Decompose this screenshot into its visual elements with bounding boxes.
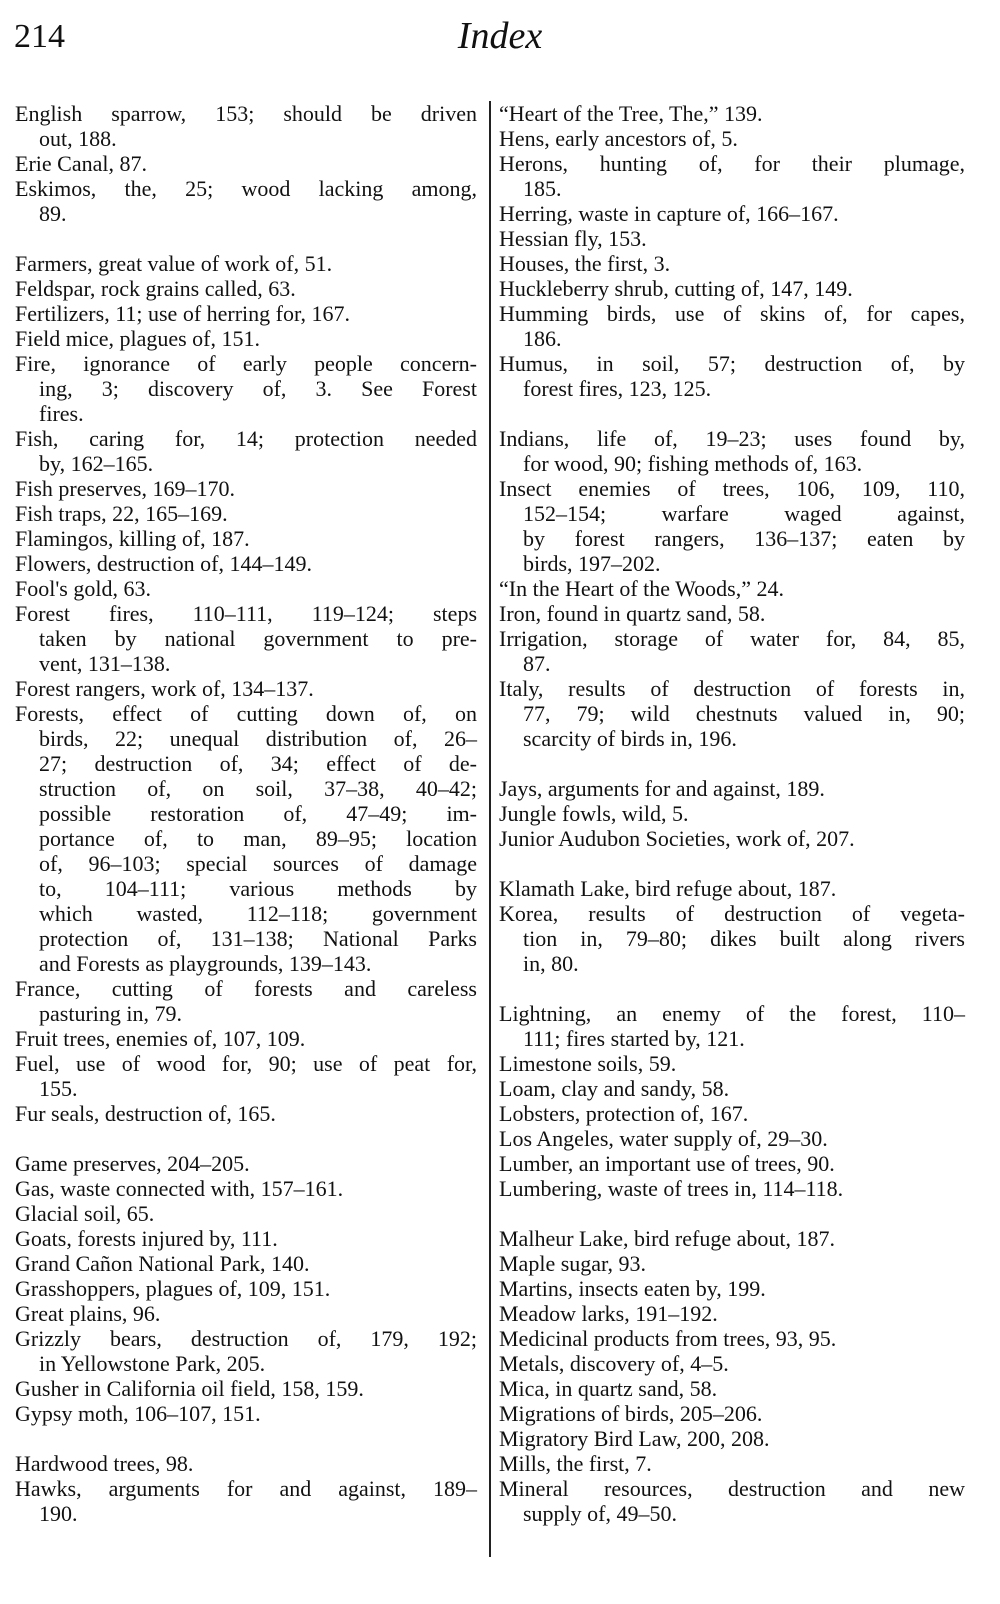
index-entry bbox=[15, 1451, 477, 1476]
entry-continuation-line: which wasted, 112–118; government bbox=[39, 901, 477, 926]
index-entry bbox=[499, 351, 965, 401]
entry-heading-line: Herons, hunting of, for their plumage, bbox=[499, 151, 965, 176]
entry-heading-line: Hessian fly, 153. bbox=[499, 226, 647, 251]
entry-continuation-line: pasturing in, 79. bbox=[39, 1001, 182, 1026]
letter-group bbox=[499, 1001, 965, 1201]
entry-heading-line: Goats, forests injured by, 111. bbox=[15, 1226, 278, 1251]
letter-group-gap bbox=[499, 851, 965, 876]
entry-heading-line: Herring, waste in capture of, 166–167. bbox=[499, 201, 839, 226]
index-entry bbox=[499, 1451, 965, 1476]
index-entry bbox=[15, 1226, 477, 1251]
entry-heading-line: Grizzly bears, destruction of, 179, 192; bbox=[15, 1326, 477, 1351]
index-entry bbox=[15, 176, 477, 226]
entry-heading-line: Grand Cañon National Park, 140. bbox=[15, 1251, 310, 1276]
entry-continuation-line: forest fires, 123, 125. bbox=[523, 376, 712, 401]
entry-heading-line: Irrigation, storage of water for, 84, 85, bbox=[499, 626, 965, 651]
index-entry bbox=[15, 151, 477, 176]
entry-continuation-line: 111; fires started by, 121. bbox=[523, 1026, 745, 1051]
entry-heading-line: Lumbering, waste of trees in, 114–118. bbox=[499, 1176, 844, 1201]
entry-heading-line: Migrations of birds, 205–206. bbox=[499, 1401, 763, 1426]
index-entry bbox=[499, 1051, 965, 1076]
entry-continuation-line: supply of, 49–50. bbox=[523, 1501, 677, 1526]
entry-heading-line: Malheur Lake, bird refuge about, 187. bbox=[499, 1226, 835, 1251]
index-entry bbox=[15, 676, 477, 701]
index-entry bbox=[15, 976, 477, 1026]
index-entry bbox=[499, 476, 965, 576]
letter-group-gap bbox=[499, 976, 965, 1001]
index-entry bbox=[15, 576, 477, 601]
entry-continuation-line: protection of, 131–138; National Parks bbox=[39, 926, 477, 951]
index-entry bbox=[499, 1126, 965, 1151]
index-entry bbox=[499, 901, 965, 976]
entry-continuation-line: and Forests as playgrounds, 139–143. bbox=[39, 951, 372, 976]
index-entry bbox=[15, 1151, 477, 1176]
entry-heading-line: Fire, ignorance of early people concern- bbox=[15, 351, 477, 376]
index-entry bbox=[499, 1426, 965, 1451]
entry-heading-line: Flamingos, killing of, 187. bbox=[15, 526, 250, 551]
entry-heading-line: Martins, insects eaten by, 199. bbox=[499, 1276, 766, 1301]
entry-continuation-line: to, 104–111; various methods by bbox=[39, 876, 477, 901]
letter-group bbox=[15, 1451, 477, 1526]
entry-heading-line: Hardwood trees, 98. bbox=[15, 1451, 194, 1476]
entry-heading-line: Fruit trees, enemies of, 107, 109. bbox=[15, 1026, 306, 1051]
index-entry bbox=[499, 676, 965, 751]
entry-continuation-line: 155. bbox=[39, 1076, 78, 1101]
entry-heading-line: Gypsy moth, 106–107, 151. bbox=[15, 1401, 261, 1426]
index-entry bbox=[499, 1476, 965, 1526]
index-entry bbox=[15, 426, 477, 476]
index-entry bbox=[499, 1351, 965, 1376]
index-entry bbox=[15, 1201, 477, 1226]
entry-heading-line: Loam, clay and sandy, 58. bbox=[499, 1076, 730, 1101]
entry-continuation-line: 185. bbox=[523, 176, 562, 201]
letter-group-gap bbox=[499, 751, 965, 776]
index-entry bbox=[499, 1101, 965, 1126]
index-entry bbox=[499, 1401, 965, 1426]
entry-heading-line: Fool's gold, 63. bbox=[15, 576, 151, 601]
entry-heading-line: Gas, waste connected with, 157–161. bbox=[15, 1176, 344, 1201]
entry-heading-line: Erie Canal, 87. bbox=[15, 151, 147, 176]
entry-continuation-line: out, 188. bbox=[39, 126, 117, 151]
index-entry bbox=[15, 1251, 477, 1276]
entry-heading-line: Feldspar, rock grains called, 63. bbox=[15, 276, 296, 301]
entry-heading-line: Hawks, arguments for and against, 189– bbox=[15, 1476, 477, 1501]
entry-heading-line: France, cutting of forests and careless bbox=[15, 976, 477, 1001]
letter-group bbox=[499, 776, 965, 851]
index-entry bbox=[15, 1051, 477, 1101]
entry-heading-line: Insect enemies of trees, 106, 109, 110, bbox=[499, 476, 965, 501]
index-entry bbox=[499, 151, 965, 201]
index-entry bbox=[15, 1301, 477, 1326]
entry-continuation-line: 89. bbox=[39, 201, 67, 226]
letter-group bbox=[499, 426, 965, 751]
entry-continuation-line: birds, 197–202. bbox=[523, 551, 661, 576]
letter-group bbox=[499, 876, 965, 976]
entry-heading-line: Fur seals, destruction of, 165. bbox=[15, 1101, 276, 1126]
index-entry bbox=[499, 226, 965, 251]
entry-continuation-line: tion in, 79–80; dikes built along rivers bbox=[523, 926, 965, 951]
entry-heading-line: Fish preserves, 169–170. bbox=[15, 476, 235, 501]
index-column-left bbox=[15, 101, 477, 1526]
entry-heading-line: Jungle fowls, wild, 5. bbox=[499, 801, 689, 826]
index-entry bbox=[499, 1376, 965, 1401]
index-entry bbox=[499, 201, 965, 226]
entry-heading-line: Indians, life of, 19–23; uses found by, bbox=[499, 426, 965, 451]
entry-continuation-line: by, 162–165. bbox=[39, 451, 154, 476]
entry-heading-line: Junior Audubon Societies, work of, 207. bbox=[499, 826, 855, 851]
index-entry bbox=[499, 1326, 965, 1351]
entry-heading-line: Los Angeles, water supply of, 29–30. bbox=[499, 1126, 828, 1151]
entry-continuation-line: fires. bbox=[39, 401, 84, 426]
entry-heading-line: Houses, the first, 3. bbox=[499, 251, 671, 276]
index-entry bbox=[499, 251, 965, 276]
index-entry bbox=[499, 1076, 965, 1101]
entry-heading-line: Eskimos, the, 25; wood lacking among, bbox=[15, 176, 477, 201]
index-entry bbox=[499, 826, 965, 851]
entry-continuation-line: 27; destruction of, 34; effect of de- bbox=[39, 751, 477, 776]
entry-heading-line: Humus, in soil, 57; destruction of, by bbox=[499, 351, 965, 376]
entry-heading-line: “In the Heart of the Woods,” 24. bbox=[499, 576, 784, 601]
letter-group-gap bbox=[15, 1426, 477, 1451]
page-number: 214 bbox=[14, 18, 65, 55]
index-entry bbox=[15, 601, 477, 676]
entry-heading-line: Maple sugar, 93. bbox=[499, 1251, 646, 1276]
index-entry bbox=[15, 351, 477, 426]
index-entry bbox=[499, 1301, 965, 1326]
entry-continuation-line: taken by national government to pre- bbox=[39, 626, 477, 651]
entry-continuation-line: possible restoration of, 47–49; im- bbox=[39, 801, 477, 826]
entry-heading-line: Forest fires, 110–111, 119–124; steps bbox=[15, 601, 477, 626]
index-entry bbox=[499, 1226, 965, 1251]
index-column-right bbox=[499, 101, 965, 1526]
entry-heading-line: Flowers, destruction of, 144–149. bbox=[15, 551, 312, 576]
index-entry bbox=[15, 1276, 477, 1301]
letter-group bbox=[499, 101, 965, 401]
entry-heading-line: Medicinal products from trees, 93, 95. bbox=[499, 1326, 837, 1351]
entry-continuation-line: of, 96–103; special sources of damage bbox=[39, 851, 477, 876]
index-entry bbox=[15, 701, 477, 976]
index-entry bbox=[15, 1176, 477, 1201]
index-entry bbox=[499, 1176, 965, 1201]
index-entry bbox=[15, 276, 477, 301]
entry-heading-line: Forest rangers, work of, 134–137. bbox=[15, 676, 314, 701]
index-entry bbox=[499, 801, 965, 826]
entry-continuation-line: 152–154; warfare waged against, bbox=[523, 501, 965, 526]
page-title: Index bbox=[457, 15, 543, 57]
entry-continuation-line: scarcity of birds in, 196. bbox=[523, 726, 737, 751]
index-entry bbox=[15, 526, 477, 551]
entry-heading-line: Lobsters, protection of, 167. bbox=[499, 1101, 749, 1126]
entry-heading-line: Field mice, plagues of, 151. bbox=[15, 326, 261, 351]
index-entry bbox=[499, 1151, 965, 1176]
index-entry bbox=[15, 101, 477, 151]
entry-continuation-line: by forest rangers, 136–137; eaten by bbox=[523, 526, 965, 551]
entry-heading-line: Glacial soil, 65. bbox=[15, 1201, 155, 1226]
index-entry bbox=[15, 1101, 477, 1126]
entry-heading-line: Mica, in quartz sand, 58. bbox=[499, 1376, 718, 1401]
index-entry bbox=[499, 126, 965, 151]
index-entry bbox=[499, 1001, 965, 1051]
entry-heading-line: Huckleberry shrub, cutting of, 147, 149. bbox=[499, 276, 853, 301]
index-entry bbox=[499, 776, 965, 801]
entry-heading-line: Lumber, an important use of trees, 90. bbox=[499, 1151, 835, 1176]
entry-heading-line: Fish, caring for, 14; protection needed bbox=[15, 426, 477, 451]
entry-continuation-line: in Yellowstone Park, 205. bbox=[39, 1351, 266, 1376]
letter-group bbox=[15, 251, 477, 1126]
letter-group bbox=[499, 1226, 965, 1526]
letter-group bbox=[15, 1151, 477, 1426]
index-entry bbox=[499, 576, 965, 601]
letter-group-gap bbox=[499, 401, 965, 426]
column-divider bbox=[489, 101, 491, 1557]
entry-heading-line: English sparrow, 153; should be driven bbox=[15, 101, 477, 126]
index-entry bbox=[499, 1251, 965, 1276]
letter-group-gap bbox=[499, 1201, 965, 1226]
entry-heading-line: Fish traps, 22, 165–169. bbox=[15, 501, 228, 526]
index-entry bbox=[15, 1476, 477, 1526]
letter-group bbox=[15, 101, 477, 226]
index-entry bbox=[15, 251, 477, 276]
entry-heading-line: Fuel, use of wood for, 90; use of peat for, bbox=[15, 1051, 477, 1076]
entry-heading-line: Grasshoppers, plagues of, 109, 151. bbox=[15, 1276, 331, 1301]
index-entry bbox=[499, 101, 965, 126]
entry-heading-line: Metals, discovery of, 4–5. bbox=[499, 1351, 729, 1376]
entry-continuation-line: portance of, to man, 89–95; location bbox=[39, 826, 477, 851]
entry-heading-line: Korea, results of destruction of vegeta- bbox=[499, 901, 965, 926]
entry-heading-line: Jays, arguments for and against, 189. bbox=[499, 776, 825, 801]
entry-heading-line: Hens, early ancestors of, 5. bbox=[499, 126, 738, 151]
index-entry bbox=[15, 326, 477, 351]
entry-heading-line: Forests, effect of cutting down of, on bbox=[15, 701, 477, 726]
entry-continuation-line: 87. bbox=[523, 651, 551, 676]
entry-heading-line: Lightning, an enemy of the forest, 110– bbox=[499, 1001, 965, 1026]
entry-continuation-line: 186. bbox=[523, 326, 562, 351]
index-entry bbox=[15, 1376, 477, 1401]
index-entry bbox=[15, 476, 477, 501]
entry-heading-line: “Heart of the Tree, The,” 139. bbox=[499, 101, 763, 126]
entry-heading-line: Italy, results of destruction of forests in, bbox=[499, 676, 965, 701]
letter-group-gap bbox=[15, 1126, 477, 1151]
index-entry bbox=[15, 301, 477, 326]
entry-heading-line: Mineral resources, destruction and new bbox=[499, 1476, 965, 1501]
entry-heading-line: Game preserves, 204–205. bbox=[15, 1151, 250, 1176]
entry-continuation-line: for wood, 90; fishing methods of, 163. bbox=[523, 451, 863, 476]
entry-heading-line: Iron, found in quartz sand, 58. bbox=[499, 601, 766, 626]
entry-continuation-line: 190. bbox=[39, 1501, 78, 1526]
index-entry bbox=[499, 276, 965, 301]
entry-continuation-line: in, 80. bbox=[523, 951, 579, 976]
entry-heading-line: Migratory Bird Law, 200, 208. bbox=[499, 1426, 770, 1451]
entry-heading-line: Klamath Lake, bird refuge about, 187. bbox=[499, 876, 837, 901]
entry-continuation-line: struction of, on soil, 37–38, 40–42; bbox=[39, 776, 477, 801]
entry-heading-line: Meadow larks, 191–192. bbox=[499, 1301, 718, 1326]
index-entry bbox=[15, 1401, 477, 1426]
entry-continuation-line: ing, 3; discovery of, 3. See Forest bbox=[39, 376, 477, 401]
entry-heading-line: Mills, the first, 7. bbox=[499, 1451, 652, 1476]
index-entry bbox=[499, 1276, 965, 1301]
entry-continuation-line: 77, 79; wild chestnuts valued in, 90; bbox=[523, 701, 965, 726]
index-entry bbox=[15, 551, 477, 576]
index-entry bbox=[499, 301, 965, 351]
entry-heading-line: Great plains, 96. bbox=[15, 1301, 161, 1326]
index-entry bbox=[499, 601, 965, 626]
entry-heading-line: Fertilizers, 11; use of herring for, 167. bbox=[15, 301, 350, 326]
index-entry bbox=[499, 626, 965, 676]
index-entry bbox=[499, 876, 965, 901]
index-entry bbox=[499, 426, 965, 476]
index-entry bbox=[15, 501, 477, 526]
index-entry bbox=[15, 1326, 477, 1376]
index-entry bbox=[15, 1026, 477, 1051]
entry-heading-line: Limestone soils, 59. bbox=[499, 1051, 677, 1076]
entry-heading-line: Humming birds, use of skins of, for capes, bbox=[499, 301, 965, 326]
letter-group-gap bbox=[15, 226, 477, 251]
entry-continuation-line: birds, 22; unequal distribution of, 26– bbox=[39, 726, 477, 751]
entry-continuation-line: vent, 131–138. bbox=[39, 651, 171, 676]
entry-heading-line: Gusher in California oil field, 158, 159. bbox=[15, 1376, 364, 1401]
entry-heading-line: Farmers, great value of work of, 51. bbox=[15, 251, 333, 276]
